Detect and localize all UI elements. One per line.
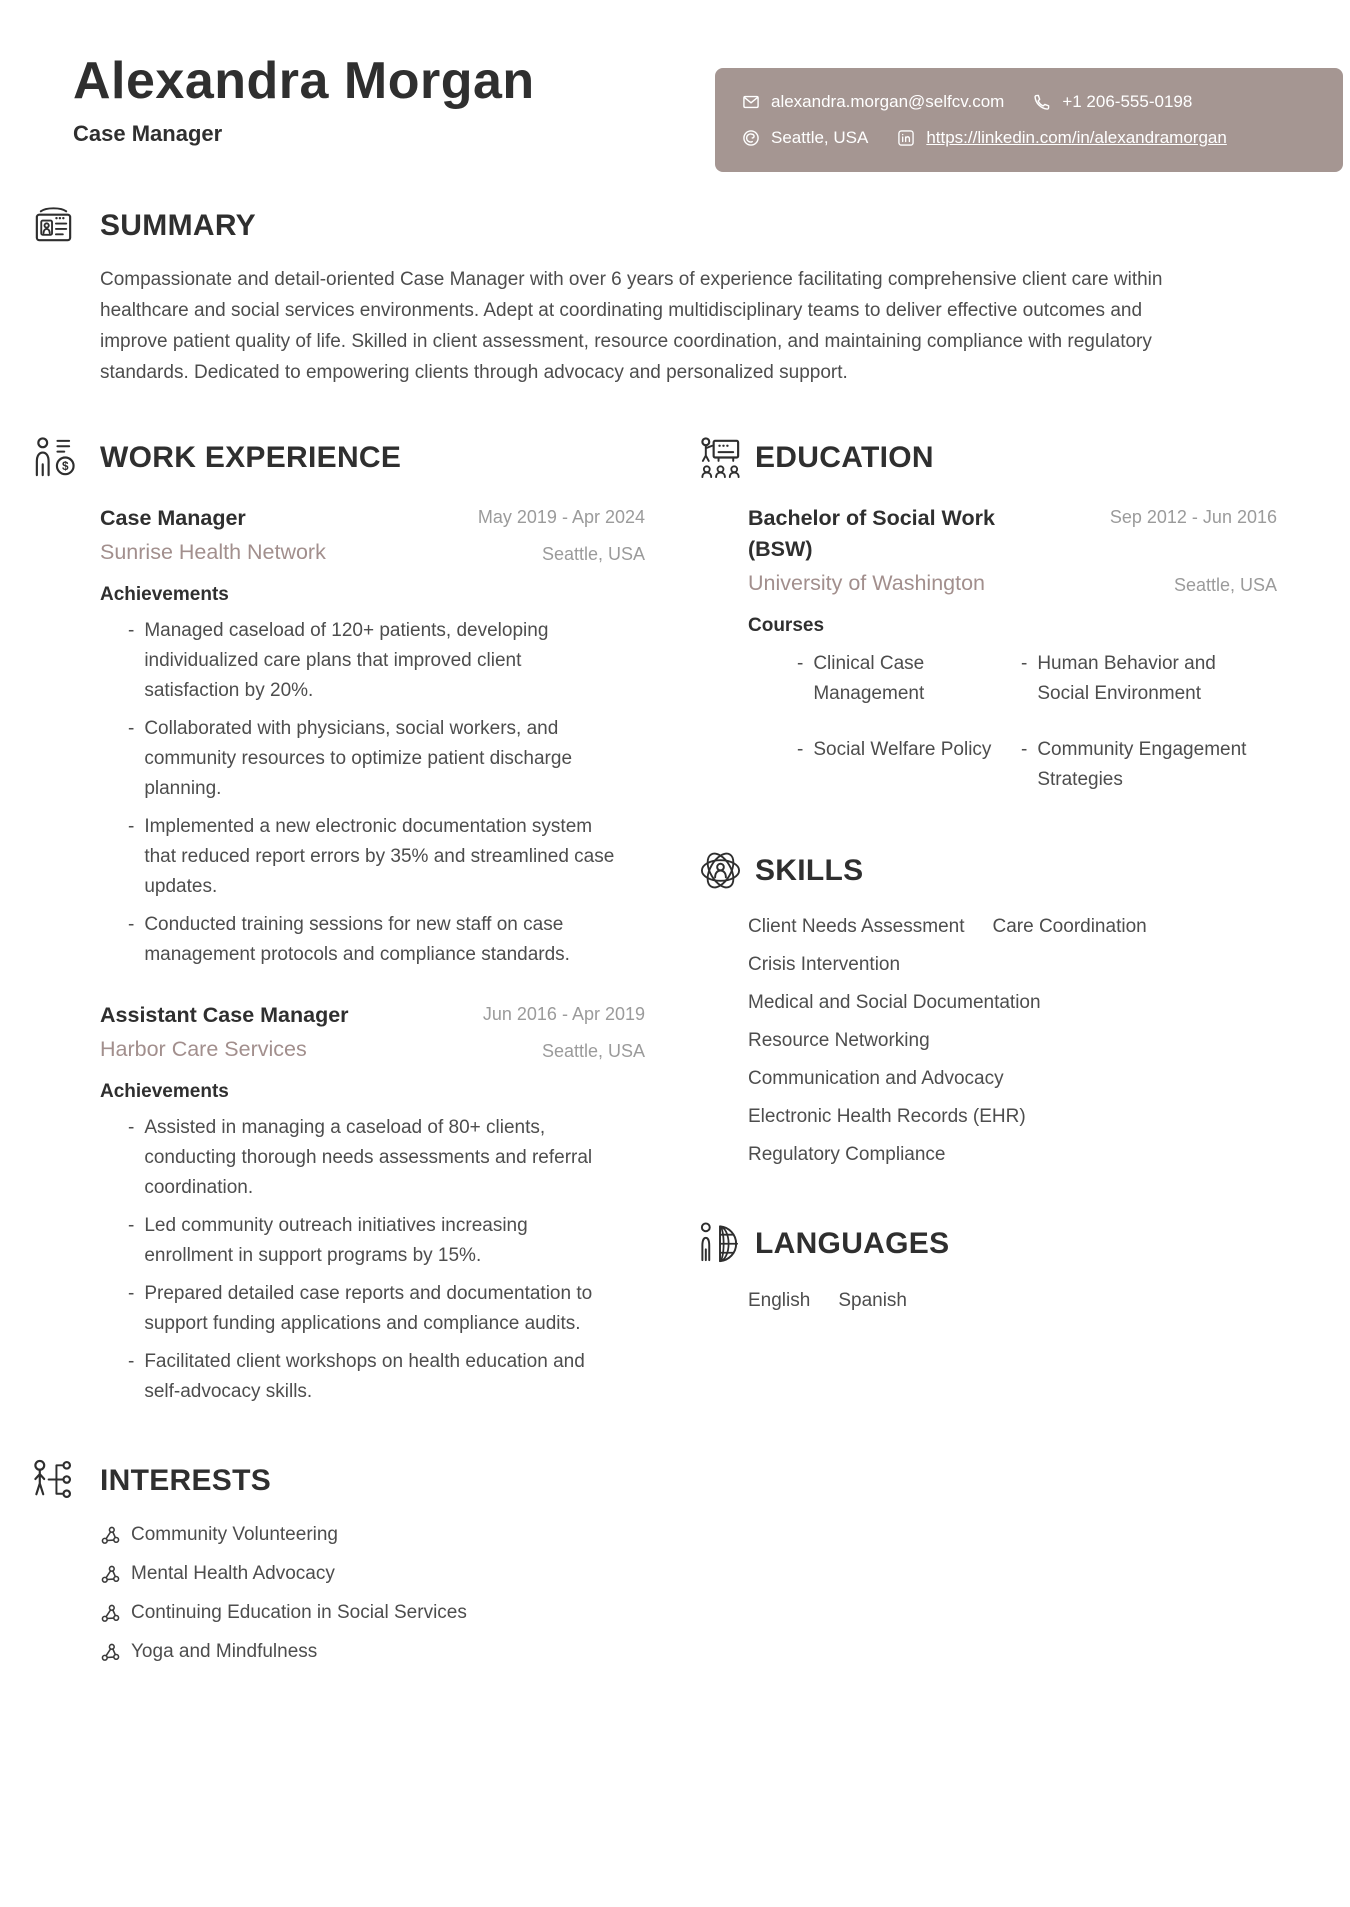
contact-phone-text: +1 206-555-0198 <box>1062 92 1193 111</box>
contact-card <box>715 68 1343 172</box>
contact-phone <box>1032 92 1192 112</box>
job-title: Assistant Case Manager <box>100 1003 349 1027</box>
job-1-right <box>478 503 645 568</box>
summary-heading: SUMMARY <box>100 208 256 242</box>
skills-body <box>748 911 1277 1170</box>
achievement-item: - Managed caseload of 120+ patients, developing individualized care plans that improved client satisfaction by 20%. <box>128 616 645 706</box>
education-section <box>697 434 1277 795</box>
work-heading: WORK EXPERIENCE <box>100 440 402 474</box>
courses-list <box>797 649 1277 795</box>
phone-icon <box>1032 92 1052 112</box>
svg-text:$: $ <box>61 460 69 474</box>
skill-row <box>748 911 1277 942</box>
skill-row <box>748 987 1277 1018</box>
skill-item: Electronic Health Records (EHR) <box>748 1106 1026 1127</box>
achievements-label: Achievements <box>100 584 229 605</box>
contact-email <box>741 92 1004 112</box>
achievements-label: Achievements <box>100 1081 229 1102</box>
skill-row <box>748 949 1277 980</box>
achievement-item: - Led community outreach initiatives increasing enrollment in support programs by 15%. <box>128 1211 645 1271</box>
skill-item: Medical and Social Documentation <box>748 992 1041 1013</box>
interest-item: Yoga and Mindfulness <box>100 1637 645 1667</box>
interests-section <box>0 1457 645 1667</box>
languages-heading: LANGUAGES <box>755 1226 950 1260</box>
summary-text: Compassionate and detail-oriented Case Manager with over 6 years of experience facilitating comprehensive client care within healthcare and social services environments. Adept at coordinating multidisciplinary teams to deliver effective outcomes and improve patient quality of life. Skilled in client assessment, resource coordination, and maintaining compliance with regulatory standards. Dedicated to empowering clients through advocacy and personalized support. <box>100 269 1163 383</box>
job-2-right <box>483 1000 645 1065</box>
linkedin-icon <box>896 128 916 148</box>
education-entry-header <box>748 503 1277 599</box>
interest-bullet-icon <box>100 1642 121 1663</box>
job-2-left <box>100 1000 359 1065</box>
achievement-item: - Implemented a new electronic documentation system that reduced report errors by 35% and streamlined case updates. <box>128 812 645 902</box>
work-heading-row <box>30 434 645 481</box>
contact-location <box>741 128 868 148</box>
skill-item: Regulatory Compliance <box>748 1144 946 1165</box>
interest-bullet-icon <box>100 1564 121 1585</box>
languages-section <box>697 1220 1277 1316</box>
header <box>0 0 1350 172</box>
achievement-item: - Collaborated with physicians, social workers, and community resources to optimize patient discharge planning. <box>128 714 645 804</box>
person-name: Alexandra Morgan <box>73 52 535 110</box>
summary-icon <box>30 202 77 249</box>
job-company: Harbor Care Services <box>100 1037 307 1061</box>
job-location: Seattle, USA <box>541 1041 645 1061</box>
work-experience-icon <box>30 434 77 481</box>
name-block <box>73 54 535 147</box>
interest-item: Mental Health Advocacy <box>100 1559 645 1589</box>
course-item: - Social Welfare Policy <box>797 735 1021 795</box>
course-item: - Human Behavior and Social Environment <box>1021 649 1277 709</box>
interests-heading-row <box>30 1457 645 1504</box>
skill-row <box>748 1063 1277 1094</box>
job-1-left <box>100 503 336 568</box>
job-entry-2 <box>100 1000 645 1407</box>
skill-row <box>748 1025 1277 1056</box>
education-right <box>1110 503 1277 599</box>
education-left <box>748 503 1058 599</box>
language-item: English <box>748 1290 811 1311</box>
person-title: Case Manager <box>73 120 223 146</box>
contact-linkedin-text[interactable]: https://linkedin.com/in/alexandramorgan <box>926 128 1227 147</box>
education-heading-row <box>697 434 1277 481</box>
school-name: University of Washington <box>748 571 985 595</box>
interests-icon <box>30 1457 77 1504</box>
job-2-bullets <box>100 1113 645 1407</box>
columns <box>0 434 1350 1676</box>
interests-body <box>100 1520 645 1667</box>
job-dates: May 2019 - Apr 2024 <box>477 507 645 527</box>
skills-icon <box>697 847 744 894</box>
language-item: Spanish <box>838 1290 907 1311</box>
languages-icon <box>697 1220 744 1267</box>
education-heading: EDUCATION <box>755 440 934 474</box>
education-entry <box>748 503 1277 795</box>
summary-heading-row <box>30 202 1350 249</box>
languages-body <box>748 1285 1277 1316</box>
contact-linkedin[interactable] <box>896 128 1227 148</box>
summary-section <box>0 202 1350 388</box>
globe-icon <box>741 128 761 148</box>
job-1-header <box>100 503 645 568</box>
achievement-item: - Prepared detailed case reports and documentation to support funding applications and compliance audits. <box>128 1279 645 1339</box>
interest-item: Continuing Education in Social Services <box>100 1598 645 1628</box>
right-column <box>697 434 1277 1316</box>
skill-item: Crisis Intervention <box>748 954 901 975</box>
interest-bullet-icon <box>100 1525 121 1546</box>
skills-heading-row <box>697 847 1277 894</box>
skills-section <box>697 847 1277 1170</box>
courses-label: Courses <box>748 615 825 636</box>
work-section <box>0 434 645 1407</box>
interest-bullet-icon <box>100 1603 121 1624</box>
job-company: Sunrise Health Network <box>100 540 326 564</box>
left-column <box>0 434 645 1676</box>
interests-heading: INTERESTS <box>100 1463 272 1497</box>
education-dates: Sep 2012 - Jun 2016 <box>1109 507 1277 527</box>
education-icon <box>697 434 744 481</box>
course-item: - Clinical Case Management <box>797 649 1021 709</box>
email-icon <box>741 92 761 112</box>
languages-heading-row <box>697 1220 1277 1267</box>
skill-item: Care Coordination <box>992 916 1147 937</box>
job-title: Case Manager <box>100 506 246 530</box>
contact-location-text: Seattle, USA <box>771 128 869 147</box>
achievement-item: - Facilitated client workshops on health education and self-advocacy skills. <box>128 1347 645 1407</box>
interest-item: Community Volunteering <box>100 1520 645 1550</box>
job-dates: Jun 2016 - Apr 2019 <box>482 1004 645 1024</box>
achievement-item: - Assisted in managing a caseload of 80+ clients, conducting thorough needs assessments and referral coordination. <box>128 1113 645 1203</box>
job-entry-1 <box>100 503 645 970</box>
course-item: - Community Engagement Strategies <box>1021 735 1277 795</box>
skill-row <box>748 1139 1277 1170</box>
contact-row-1 <box>741 92 1317 112</box>
skill-item: Client Needs Assessment <box>748 916 965 937</box>
degree-title: Bachelor of Social Work (BSW) <box>748 506 995 561</box>
job-1-bullets <box>100 616 645 970</box>
contact-email-text: alexandra.morgan@selfcv.com <box>771 92 1005 111</box>
skills-heading: SKILLS <box>755 853 864 887</box>
job-location: Seattle, USA <box>541 544 645 564</box>
skill-item: Resource Networking <box>748 1030 930 1051</box>
job-2-header <box>100 1000 645 1065</box>
contact-row-2 <box>741 128 1317 148</box>
work-body <box>100 503 645 1407</box>
education-body <box>748 503 1277 795</box>
achievement-item: - Conducted training sessions for new staff on case management protocols and compliance standards. <box>128 910 645 970</box>
skill-row <box>748 1101 1277 1132</box>
education-location: Seattle, USA <box>1173 575 1277 595</box>
skill-item: Communication and Advocacy <box>748 1068 1004 1089</box>
